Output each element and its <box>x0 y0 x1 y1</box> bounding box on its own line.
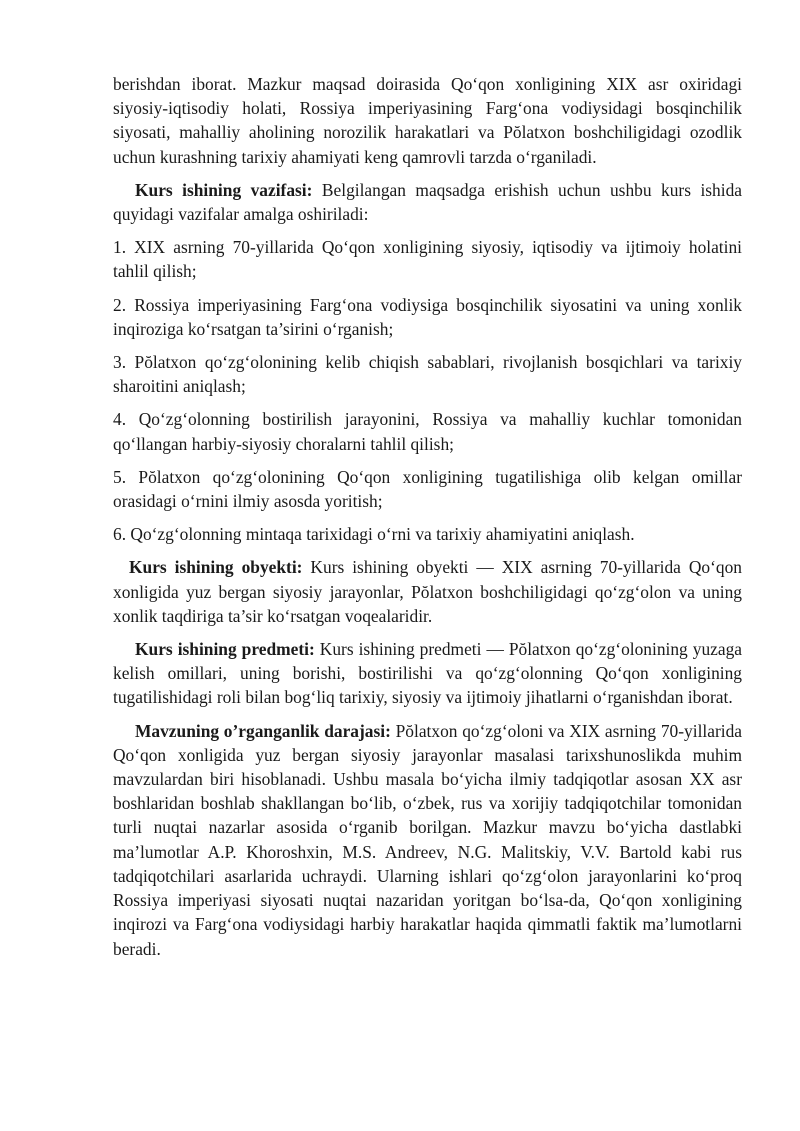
paragraph-object: Kurs ishining obyekti: Kurs ishining obyekti — XIX asrning 70-yillarida Qo‘qon xonligida yuz bergan siyosiy jarayonlar, Pŏlatxon boshchiligidagi qo‘zg‘olon va uning xonlik taqdiriga ta’sir ko‘rsatgan voqealaridir. <box>113 557 742 626</box>
paragraph-goal-continuation: berishdan iborat. Mazkur maqsad doirasida Qo‘qon xonligining XIX asr oxiridagi siyosiy-iqtisodiy holati, Rossiya imperiyasining Farg‘ona vodiysidagi bosqinchilik siyosati, mahalliy aholining norozilik harakatlari va Pŏlatxon boshchiligidagi ozodlik uchun kurashning tarixiy ahamiyati keng qamrovli tarzda o‘rganiladi. <box>113 74 742 167</box>
heading-study-level: Mavzuning o’rganganlik darajasi: <box>135 720 391 741</box>
paragraph-tasks-intro: Kurs ishining vazifasi: Belgilangan maqsadga erishish uchun ushbu kurs ishida quyidagi vazifalar amalga oshiriladi: <box>113 179 742 225</box>
list-item-task-3: 3. Pŏlatxon qo‘zg‘olonining kelib chiqish sabablari, rivojlanish bosqichlari va tarixiy sharoitini aniqlash; <box>113 352 742 397</box>
list-item-task-6: 6. Qo‘zg‘olonning mintaqa tarixidagi o‘rni va tarixiy ahamiyatini aniqlash. <box>113 524 635 545</box>
list-item-task-4: 4. Qo‘zg‘olonning bostirilish jarayonini, Rossiya va mahalliy kuchlar tomonidan qo‘llangan harbiy-siyosiy choralarni tahlil qilish; <box>113 409 742 454</box>
list-item-task-5: 5. Pŏlatxon qo‘zg‘olonining Qo‘qon xonligining tugatilishiga olib kelgan omillar orasidagi o‘rnini ilmiy asosda yoritish; <box>113 466 742 512</box>
list-item-task-2: 2. Rossiya imperiyasining Farg‘ona vodiysiga bosqinchilik siyosatini va uning xonlik inqiroziga ko‘rsatgan ta’sirini o‘rganish; <box>113 294 742 339</box>
paragraph-study-level: Mavzuning o’rganganlik darajasi: Pŏlatxon qo‘zg‘oloni va XIX asrning 70-yillarida Qo‘qon xonligida yuz bergan siyosiy jarayonlar masalasi tarixshunoslikda muhim mavzulardan biri hisoblanadi. Ushbu masala bo‘yicha ilmiy tadqiqotlar asosan XX asr boshlaridan boshlab shakllangan bo‘lib, o‘zbek, rus va xorijiy tadqiqotchilar tomonidan turli nuqtai nazarlar asosida o‘rganib borilgan. Mazkur mavzu bo‘yicha dastlabki ma’lumotlar A.P. Khoroshxin, M.S. Andreev, N.G. Malitskiy, V.V. Bartold kabi rus tadqiqotchilari asarlarida uchraydi. Ularning ishlari qo‘zg‘olon jarayonlarini ko‘proq Rossiya imperiyasi siyosati nuqtai nazaridan yoritgan bo‘lsa-da, Qo‘qon xonligining inqirozi va Farg‘ona vodiysidagi harbiy harakatlar haqida qimmatli faktik ma’lumotlarni beradi. <box>113 720 742 959</box>
paragraph-subject: Kurs ishining predmeti: Kurs ishining predmeti — Pŏlatxon qo‘zg‘olonining yuzaga kelish omillari, uning borishi, bostirilishi va qo‘zg‘olonning Qo‘qon xonligining tugatilishidagi roli bilan bog‘liq tarixiy, siyosiy va ijtimoiy jihatlarni o‘rganishdan iborat. <box>113 639 742 708</box>
heading-object: Kurs ishining obyekti: <box>129 557 303 578</box>
heading-tasks: Kurs ishining vazifasi: <box>135 179 313 200</box>
list-item-task-1: 1. XIX asrning 70-yillarida Qo‘qon xonligining siyosiy, iqtisodiy va ijtimoiy holatini tahlil qilish; <box>113 237 742 282</box>
heading-subject: Kurs ishining predmeti: <box>135 639 315 660</box>
